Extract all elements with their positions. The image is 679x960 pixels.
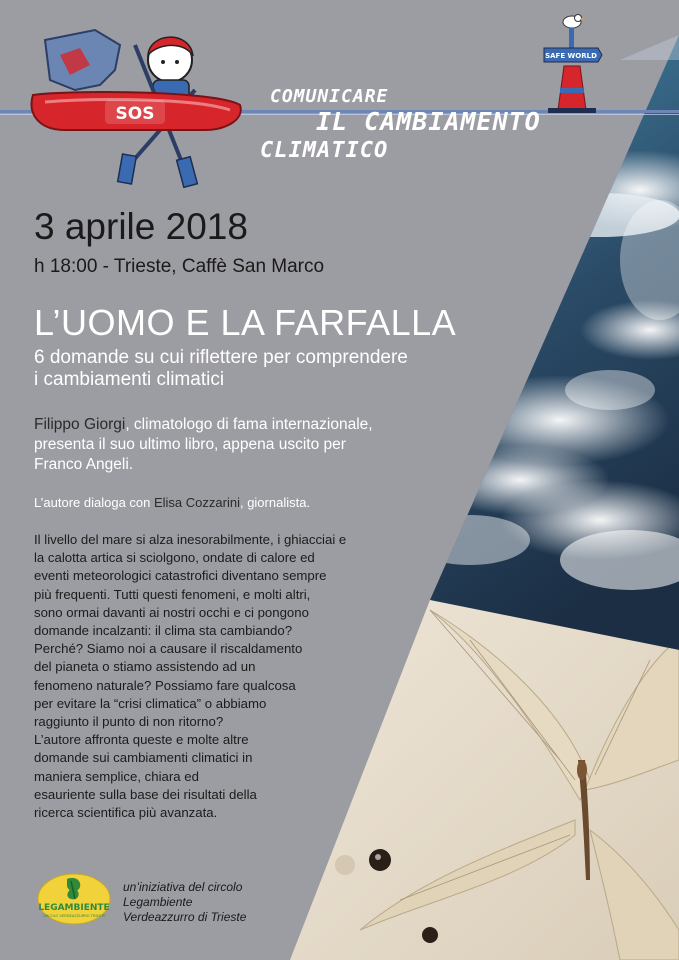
event-time-place: h 18:00 - Trieste, Caffè San Marco	[34, 256, 325, 277]
author-intro-line-1	[34, 415, 373, 435]
safe-world-sign-text: SAFE WORLD	[545, 52, 597, 60]
initiative-credit	[123, 880, 246, 925]
description-line: domande sui cambiamenti climatici in	[34, 750, 253, 766]
author-intro-line-1-rest: , climatologo di fama internazionale,	[125, 416, 373, 433]
sos-badge-text: SOS	[115, 104, 155, 124]
description-line: maniera semplice, chiara ed	[34, 768, 199, 784]
description-line: per evitare la “crisi climatica” o abbiamo	[34, 695, 267, 711]
book-subtitle-line-2: i cambiamenti climatici	[34, 369, 225, 390]
description-line: Perché? Siamo noi a causare il riscaldamento	[34, 641, 303, 657]
campaign-title-line-1: COMUNICARE	[270, 86, 389, 107]
book-subtitle	[34, 347, 408, 391]
description-line: più frequenti. Tutti questi fenomeni, e molti altri,	[34, 586, 311, 602]
book-subtitle-line-1: 6 domande su cui riflettere per comprendere	[34, 347, 408, 368]
dialog-line	[34, 495, 310, 510]
legambiente-logo-text: LEGAMBIENTE	[38, 903, 110, 913]
author-intro-line-2: presenta il suo ultimo libro, appena uscito per	[34, 436, 346, 453]
campaign-title-line-3: CLIMATICO	[260, 138, 389, 163]
author-intro-line-3: Franco Angeli.	[34, 456, 134, 473]
event-date: 3 aprile 2018	[34, 206, 248, 247]
dialog-prefix: L’autore dialoga con	[34, 495, 154, 510]
campaign-title	[258, 86, 558, 163]
description-line: domande incalzanti: il clima sta cambiando?	[34, 623, 293, 639]
initiative-line: un’iniziativa del circolo	[123, 880, 243, 894]
description-line: ricerca scientifica più avanzata.	[34, 805, 218, 821]
description-line: sono ormai davanti ai nostri occhi e ci pongono	[34, 604, 309, 620]
sos-raft-logo	[25, 20, 250, 190]
description-line: L’autore affronta queste e molte altre	[34, 732, 249, 748]
description-paragraph	[34, 531, 346, 822]
initiative-line: Legambiente	[123, 895, 193, 909]
journalist-name: Elisa Cozzarini	[153, 495, 240, 510]
author-intro	[34, 415, 373, 475]
description-line: esauriente sulla base dei risultati della	[34, 786, 257, 802]
initiative-line: Verdeazzurro di Trieste	[123, 910, 247, 924]
author-name: Filippo Giorgi	[34, 416, 126, 433]
description-line: Il livello del mare si alza inesorabilmente, i ghiacciai e	[34, 532, 347, 547]
book-title: L’UOMO E LA FARFALLA	[34, 302, 457, 343]
description-line: fenomeno naturale? Possiamo fare qualcosa	[34, 677, 296, 693]
description-line: eventi meteorologici catastrofici diventano sempre	[34, 568, 327, 584]
dialog-suffix: , giornalista.	[239, 495, 311, 510]
campaign-title-line-2: IL CAMBIAMENTO	[316, 107, 541, 136]
description-line: del pianeta o stiamo assistendo ad un	[34, 659, 256, 675]
description-line: la calotta artica si sciolgono, ondate di calore ed	[34, 550, 315, 566]
description-line: raggiunto il punto di non ritorno?	[34, 714, 224, 730]
legambiente-logo	[37, 873, 111, 925]
legambiente-logo-subtext: CIRCOLO VERDEAZZURRO TRIESTE	[42, 914, 106, 918]
